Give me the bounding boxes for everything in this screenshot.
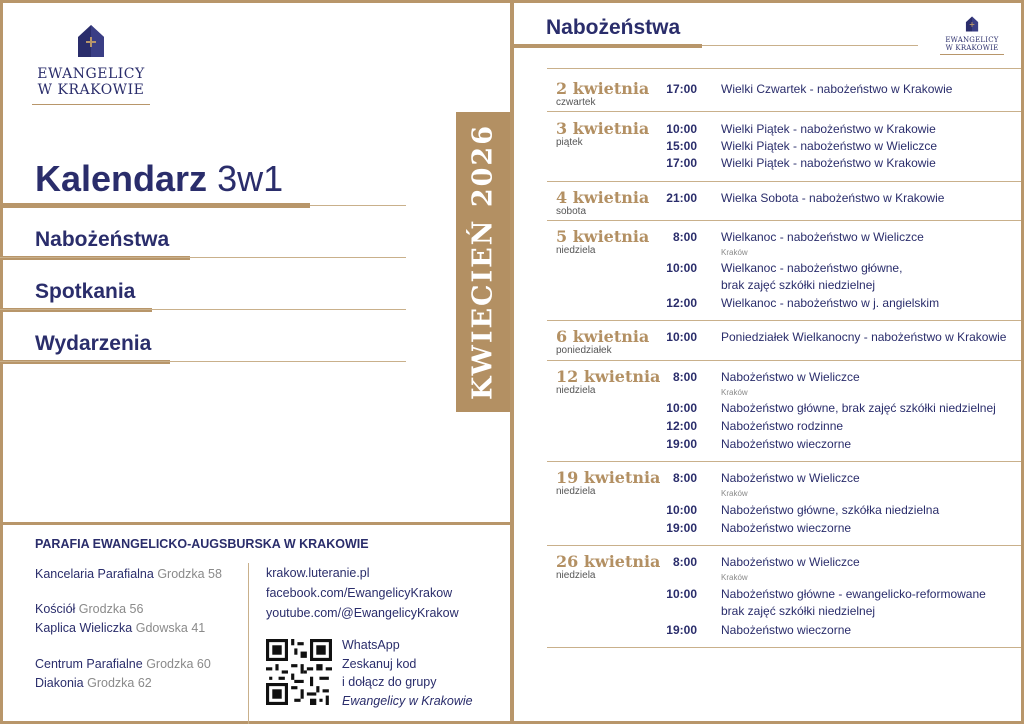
church-house-icon — [965, 16, 979, 32]
day-weekday: sobota — [556, 206, 587, 217]
event-name: Wielki Piątek - nabożeństwo w Wieliczce — [721, 139, 938, 153]
month-label: KWIECIEŃ 2026 — [467, 124, 499, 400]
whatsapp-scan: Zeskanuj kod — [342, 656, 417, 671]
day-separator — [547, 320, 1021, 321]
event-time: 10:00 — [666, 122, 697, 136]
event-name: Wielkanoc - nabożeństwo główne, — [721, 261, 903, 275]
event-time: 10:00 — [666, 503, 697, 517]
event-location: Kraków — [721, 489, 748, 498]
event-time: 19:00 — [666, 437, 697, 451]
event-time: 10:00 — [666, 261, 697, 275]
day-weekday: niedziela — [556, 385, 596, 396]
event-name: Poniedziałek Wielkanocny - nabożeństwo w Krakowie — [721, 330, 1007, 344]
event-name: Nabożeństwo rodzinne — [721, 419, 844, 433]
services-title: Nabożeństwa — [546, 16, 681, 39]
event-time: 8:00 — [672, 555, 697, 569]
day-weekday: niedziela — [556, 486, 596, 497]
category-events: Wydarzenia — [35, 332, 152, 355]
event-time: 12:00 — [666, 419, 697, 433]
address-office: Kancelaria Parafialna Grodzka 58 — [35, 567, 222, 581]
church-house-icon — [76, 24, 106, 58]
brand-line-2: W KRAKOWIE — [37, 82, 145, 98]
event-name: Wielkanoc - nabożeństwo w Wieliczce — [721, 230, 924, 244]
event-time: 10:00 — [666, 587, 697, 601]
event-time: 19:00 — [666, 521, 697, 535]
event-name: Wielki Czwartek - nabożeństwo w Krakowie — [721, 82, 953, 96]
day-weekday: poniedziałek — [556, 345, 612, 356]
event-name: Nabożeństwo główne - ewangelicko-reformowane — [721, 587, 986, 601]
calendar-title — [35, 158, 283, 200]
event-location: Kraków — [721, 573, 748, 582]
event-time: 17:00 — [666, 156, 697, 170]
day-weekday: piątek — [556, 137, 583, 148]
month-band — [456, 112, 510, 412]
event-name: Nabożeństwo wieczorne — [721, 437, 852, 451]
day-date: 5 kwietnia — [556, 227, 650, 246]
event-time: 19:00 — [666, 623, 697, 637]
event-name: Wielka Sobota - nabożeństwo w Krakowie — [721, 191, 945, 205]
day-separator — [547, 360, 1021, 361]
category-services: Nabożeństwa — [35, 228, 170, 251]
brand-line-2-small: W KRAKOWIE — [945, 44, 999, 52]
event-name: Nabożeństwo wieczorne — [721, 521, 852, 535]
event-time: 8:00 — [672, 230, 697, 244]
day-date: 4 kwietnia — [556, 188, 650, 207]
brand-line-1-small: EWANGELICY — [945, 36, 999, 44]
event-time: 17:00 — [666, 82, 697, 96]
event-name: Nabożeństwo w Wieliczce — [721, 370, 860, 384]
event-time: 8:00 — [672, 471, 697, 485]
brand-line-1: EWANGELICY — [37, 66, 145, 82]
contact-separator — [248, 563, 249, 724]
event-time: 21:00 — [666, 191, 697, 205]
day-date: 19 kwietnia — [556, 468, 661, 487]
brand-rule-small — [940, 54, 1004, 55]
event-location: Kraków — [721, 388, 748, 397]
website-link[interactable]: krakow.luteranie.pl — [266, 566, 370, 580]
day-date: 12 kwietnia — [556, 367, 661, 386]
page-divider — [510, 0, 514, 724]
facebook-link[interactable]: facebook.com/EwangelicyKrakow — [266, 586, 453, 600]
address-church: Kościół Grodzka 56 — [35, 602, 144, 616]
day-separator — [547, 647, 1021, 648]
services-title-rule — [702, 45, 918, 46]
event-name: Nabożeństwo w Wieliczce — [721, 555, 860, 569]
title-underline — [0, 203, 310, 208]
whatsapp-label: WhatsApp — [342, 638, 400, 652]
youtube-link[interactable]: youtube.com/@EwangelicyKrakow — [266, 606, 459, 620]
event-name: Nabożeństwo główne, brak zajęć szkółki niedzielnej — [721, 401, 996, 415]
category-events-rule — [0, 361, 406, 362]
day-date: 26 kwietnia — [556, 552, 661, 571]
address-centre: Centrum Parafialne Grodzka 60 — [35, 657, 211, 671]
event-name: Wielki Piątek - nabożeństwo w Krakowie — [721, 122, 936, 136]
day-separator — [547, 220, 1021, 221]
category-meetings: Spotkania — [35, 280, 136, 303]
day-separator — [547, 68, 1021, 69]
title-rule — [310, 205, 406, 206]
brand-logo-small — [940, 16, 1004, 55]
day-date: 6 kwietnia — [556, 327, 650, 346]
parish-name: PARAFIA EWANGELICKO-AUGSBURSKA W KRAKOWIE — [35, 537, 369, 551]
event-name-line2: brak zajęć szkółki niedzielnej — [721, 278, 876, 292]
event-time: 15:00 — [666, 139, 697, 153]
title-thin: 3w1 — [217, 158, 284, 199]
contact-section — [0, 522, 510, 724]
brand-rule — [32, 104, 150, 105]
whatsapp-group: Ewangelicy w Krakowie — [342, 693, 473, 708]
event-time: 12:00 — [666, 296, 697, 310]
event-time: 10:00 — [666, 401, 697, 415]
event-name: Wielki Piątek - nabożeństwo w Krakowie — [721, 156, 936, 170]
day-date: 2 kwietnia — [556, 79, 650, 98]
contact-links — [266, 563, 459, 623]
event-time: 10:00 — [666, 330, 697, 344]
event-name: Nabożeństwo główne, szkółka niedzielna — [721, 503, 940, 517]
address-diakonia: Diakonia Grodzka 62 — [35, 676, 152, 690]
whatsapp-join: i dołącz do grupy — [342, 675, 437, 689]
qr-code-icon — [266, 639, 332, 705]
title-bold: Kalendarz — [35, 158, 208, 199]
day-separator — [547, 461, 1021, 462]
event-name: Wielkanoc - nabożeństwo w j. angielskim — [721, 296, 940, 310]
event-time: 8:00 — [672, 370, 697, 384]
brand-logo — [32, 24, 150, 105]
day-date: 3 kwietnia — [556, 119, 650, 138]
whatsapp-info — [342, 636, 473, 710]
day-separator — [547, 181, 1021, 182]
event-name: Nabożeństwo wieczorne — [721, 623, 852, 637]
day-weekday: niedziela — [556, 245, 596, 256]
event-name: Nabożeństwo w Wieliczce — [721, 471, 860, 485]
day-weekday: czwartek — [556, 97, 596, 108]
day-weekday: niedziela — [556, 570, 596, 581]
address-chapel: Kaplica Wieliczka Gdowska 41 — [35, 621, 206, 635]
category-services-rule — [0, 257, 406, 258]
event-location: Kraków — [721, 248, 748, 257]
event-name-line2: brak zajęć szkółki niedzielnej — [721, 604, 876, 618]
day-separator — [547, 111, 1021, 112]
services-title-bar — [514, 44, 702, 48]
day-separator — [547, 545, 1021, 546]
category-meetings-rule — [0, 309, 406, 310]
